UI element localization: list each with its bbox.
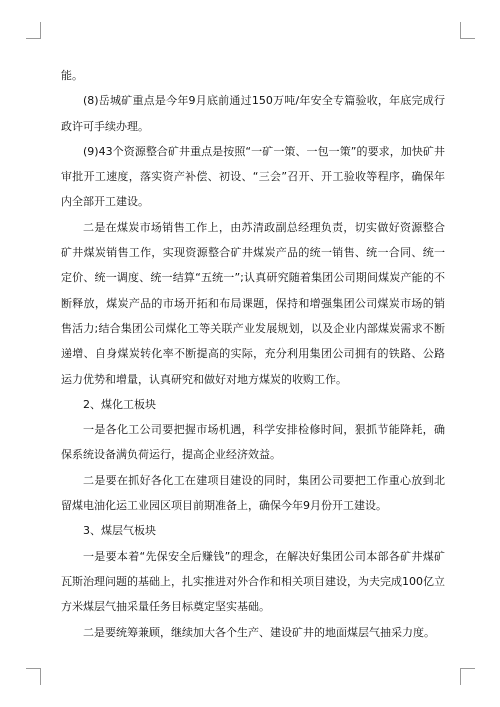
- paragraph-coal-sales: 二是在煤炭市场销售工作上，由苏清政副总经理负责，切实做好资源整合矿井煤炭销售工作，实现资源整合矿井煤炭产品的统一销售、统一合同、统一定价、统一调度、统一结算“五统一”;认真研究随着集团公司期间煤炭产能的不断释放，煤炭产品的市场开拓和布局课题，保持和增强集团公司煤炭市场的销售活力;结合集团公司煤化工等关联产业发展规划，以及企业内部煤炭需求不断递增、自身煤炭转化率不断提高的实际，充分利用集团公司拥有的铁路、公路运力优势和增量，认真研究和做好对地方煤炭的收购工作。: [61, 220, 445, 386]
- document-body: [61, 63, 445, 645]
- paragraph-continuation: 能。: [61, 69, 83, 82]
- crop-mark-bottom-left: [26, 668, 41, 685]
- crop-mark-bottom-right: [460, 668, 475, 685]
- paragraph-item-9: (9)43个资源整合矿井重点是按照“一矿一策、一包一策”的要求，加快矿井审批开工速度，落实资产补偿、初设、“三会”召开、开工验收等程序，确保年内全部开工建设。: [61, 144, 445, 209]
- paragraph-methane-2: 二是要统筹兼顾，继续加大各个生产、建设矿井的地面煤层气抽采力度。: [83, 625, 435, 639]
- paragraph-chemical-2: 二是要在抓好各化工在建项目建设的同时，集团公司要把工作重心放到北留煤电油化运工业园区项目前期准备上，确保今年9月份开工建设。: [61, 473, 445, 513]
- section-heading-coalbed-methane: 3、煤层气板块: [83, 524, 156, 538]
- section-heading-coal-chemical: 2、煤化工板块: [83, 397, 156, 411]
- paragraph-item-8: (8)岳城矿重点是今年9月底前通过150万吨/年安全专篇验收，年底完成行政许可手续办理。: [61, 94, 445, 133]
- crop-mark-top-right: [460, 22, 475, 39]
- paragraph-methane-1: 一是要本着“先保安全后赚钱”的理念，在解决好集团公司本部各矿井煤矿瓦斯治理问题的基础上，扎实推进对外合作和相关项目建设，为夫完成100亿立方米煤层气抽采量任务目标奠定坚实基础。: [61, 549, 445, 614]
- paragraph-chemical-1: 一是各化工公司要把握市场机遇，科学安排检修时间，狠抓节能降耗，确保系统设备满负荷运行，提高企业经济效益。: [61, 423, 445, 462]
- crop-mark-top-left: [26, 22, 41, 39]
